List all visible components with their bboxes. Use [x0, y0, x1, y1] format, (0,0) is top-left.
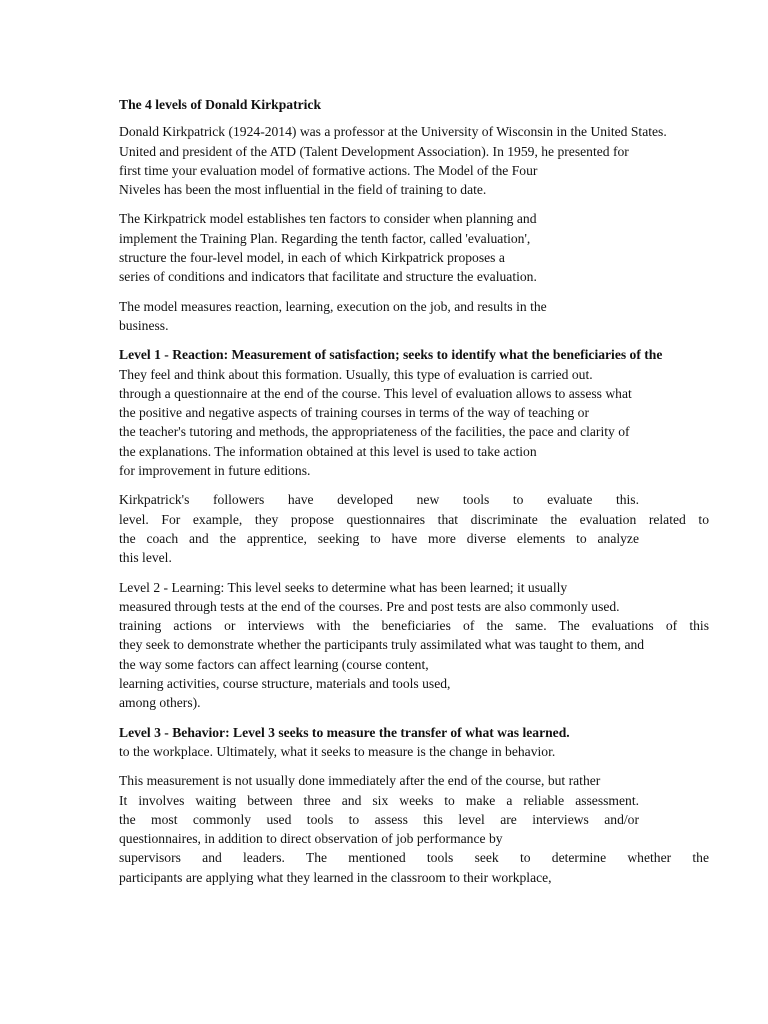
- text-line: participants are applying what they learned in the classroom to their workplace,: [119, 869, 552, 885]
- text-line: among others).: [119, 695, 201, 711]
- text-line: structure the four-level model, in each of which Kirkpatrick proposes a: [119, 250, 505, 266]
- document-body: [119, 122, 709, 887]
- text-line: The model measures reaction, learning, execution on the job, and results in the: [119, 298, 547, 314]
- document-title: The 4 levels of Donald Kirkpatrick: [119, 97, 322, 112]
- text-line: measured through tests at the end of the courses. Pre and post tests are also commonly used.: [119, 598, 620, 614]
- text-line: through a questionnaire at the end of the course. This level of evaluation allows to assess what: [119, 385, 632, 401]
- text-line: It involves waiting between three and six weeks to make a reliable assessment.: [119, 792, 639, 808]
- text-line: The Kirkpatrick model establishes ten factors to consider when planning and: [119, 211, 537, 227]
- text-line: the most commonly used tools to assess this level are interviews and/or: [119, 811, 639, 827]
- paragraph-4: [119, 345, 709, 480]
- text-line: business.: [119, 317, 169, 333]
- paragraph-8: [119, 771, 709, 887]
- text-line: level. For example, they propose questionnaires that discriminate the evaluation related to: [119, 511, 709, 527]
- text-line: Kirkpatrick's followers have developed new tools to evaluate this.: [119, 492, 639, 508]
- text-line: Level 3 - Behavior: Level 3 seeks to measure the transfer of what was learned.: [119, 724, 570, 740]
- text-line: questionnaires, in addition to direct observation of job performance by: [119, 831, 503, 847]
- text-line: the explanations. The information obtained at this level is used to take action: [119, 443, 537, 459]
- text-line: Level 1 - Reaction: Measurement of satisfaction; seeks to identify what the beneficiaries of the: [119, 347, 663, 363]
- text-line: the teacher's tutoring and methods, the appropriateness of the facilities, the pace and clarity of: [119, 424, 630, 440]
- paragraph-6: [119, 578, 709, 713]
- paragraph-1: [119, 122, 709, 199]
- text-line: series of conditions and indicators that facilitate and structure the evaluation.: [119, 269, 537, 285]
- text-line: supervisors and leaders. The mentioned tools seek to determine whether the: [119, 850, 709, 866]
- text-line: learning activities, course structure, materials and tools used,: [119, 676, 451, 692]
- text-line: Level 2 - Learning: This level seeks to determine what has been learned; it usually: [119, 579, 568, 595]
- text-line: for improvement in future editions.: [119, 463, 311, 479]
- text-line: they seek to demonstrate whether the participants truly assimilated what was taught to them, and: [119, 637, 645, 653]
- text-line: the coach and the apprentice, seeking to have more diverse elements to analyze: [119, 530, 639, 546]
- text-line: Donald Kirkpatrick (1924-2014) was a professor at the University of Wisconsin in the United States.: [119, 124, 667, 140]
- document-page: [119, 95, 709, 897]
- text-line: this level.: [119, 550, 172, 566]
- paragraph-3: [119, 297, 709, 336]
- paragraph-7: [119, 723, 709, 762]
- text-line: Niveles has been the most influential in the field of training to date.: [119, 182, 487, 198]
- text-line: United and president of the ATD (Talent Development Association). In 1959, he presented for: [119, 143, 629, 159]
- text-line: training actions or interviews with the beneficiaries of the same. The evaluations of this: [119, 618, 709, 634]
- paragraph-5: [119, 490, 709, 567]
- text-line: the way some factors can affect learning (course content,: [119, 656, 429, 672]
- text-line: implement the Training Plan. Regarding the tenth factor, called 'evaluation',: [119, 230, 531, 246]
- text-line: to the workplace. Ultimately, what it seeks to measure is the change in behavior.: [119, 743, 556, 759]
- text-line: the positive and negative aspects of training courses in terms of the way of teaching or: [119, 405, 589, 421]
- paragraph-2: [119, 209, 709, 286]
- text-line: This measurement is not usually done immediately after the end of the course, but rather: [119, 773, 601, 789]
- text-line: first time your evaluation model of formative actions. The Model of the Four: [119, 162, 538, 178]
- text-line: They feel and think about this formation. Usually, this type of evaluation is carried out.: [119, 366, 593, 382]
